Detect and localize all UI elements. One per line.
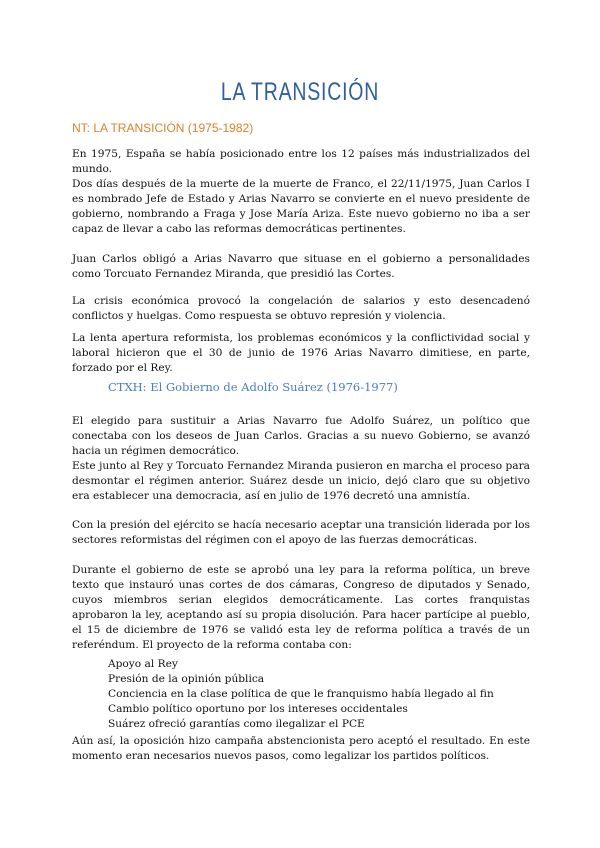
paragraph-franco-death: Dos días después de la muerte de la muerte de Franco, el 22/11/1975, Juan Carlos I es nombrado Jefe de Estado y Arias Navarro se convierte en el nuevo presidente de gobierno, nombrando a Fraga y Jose María Ariza. Este nuevo gobierno no iba a ser capaz de llevar a cabo las reformas democráticas pertinentes. [72,178,530,235]
paragraph-army-pressure: Con la presión del ejército se hacía necesario aceptar una transición liderada por los sectores reformistas del régimen con el apoyo de las fuerzas democráticas. [72,519,530,546]
list-item: Apoyo al Rey [108,658,178,670]
list-item: Cambio político oportuno por los intereses occidentales [108,703,408,715]
section-heading-nt: NT: LA TRANSICIÓN (1975-1982) [72,121,254,135]
paragraph-dismantling-regime: Este junto al Rey y Torcuato Fernandez Miranda pusieron en marcha el proceso para desmontar el régimen anterior. Suárez desde un inicio, dejó claro que su objetivo era establecer una democracia, así en julio de 1976 decretó una amnistía. [72,460,530,502]
paragraph-economic-crisis: La crisis económica provocó la congelación de salarios y esto desencadenó conflictos y huelgas. Como respuesta se obtuvo represión y violencia. [72,295,530,322]
paragraph-political-reform-law: Durante el gobierno de este se aprobó una ley para la reforma política, un breve texto que instauró unas cortes de dos cámaras, Congreso de diputados y Senado, cuyos miembros serian elegidos democráticamente. Las cortes franquistas aprobaron la ley, aceptando así su propia disolución. Para hacer partícipe al pueblo, el 15 de diciembre de 1976 se validó esta ley de reforma política a través de un referéndum. El proyecto de la reforma contaba con: [72,564,530,651]
list-item: Suárez ofreció garantías como ilegalizar el PCE [108,718,365,730]
list-item: Presión de la opinión pública [108,673,265,685]
paragraph-torcuato: Juan Carlos obligó a Arias Navarro que situase en el gobierno a personalidades como Torcuato Fernandez Miranda, que presidió las Cortes. [72,253,530,280]
paragraph-industrialization: En 1975, España se había posicionado entre los 12 países más industrializados del mundo. [72,148,530,175]
reform-support-list [108,657,494,732]
paragraph-suarez-elected: El elegido para sustituir a Arias Navarro fue Adolfo Suárez, un político que conectaba con los deseos de Juan Carlos. Gracias a su nuevo Gobierno, se avanzó hacia un régimen democrático. [72,415,530,457]
section-heading-ctxh: CTXH: El Gobierno de Adolfo Suárez (1976-1977) [108,380,398,394]
paragraph-arias-resignation: La lenta apertura reformista, los problemas económicos y la conflictividad social y laboral hicieron que el 30 de junio de 1976 Arias Navarro dimitiese, en parte, forzado por el Rey. [72,332,530,374]
page-title: LA TRANSICIÓN [220,78,380,106]
paragraph-opposition-campaign: Aún así, la oposición hizo campaña abstencionista pero aceptó el resultado. En este momento eran necesarios nuevos pasos, como legalizar los partidos políticos. [72,735,530,762]
list-item: Conciencia en la clase política de que le franquismo había llegado al fin [108,688,494,700]
